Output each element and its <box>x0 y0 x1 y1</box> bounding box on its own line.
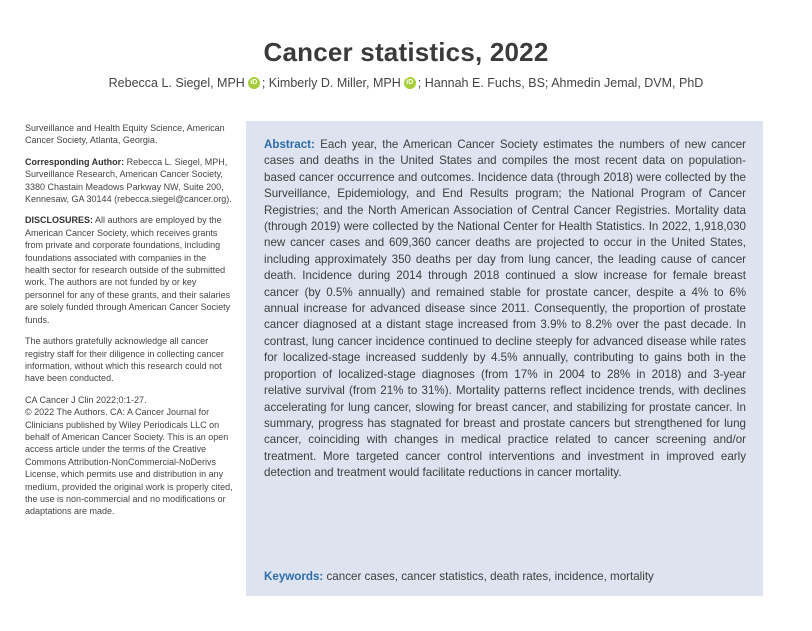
corresponding-author <box>25 156 233 206</box>
abstract-label: Abstract: <box>264 138 315 151</box>
author-name: Hannah E. Fuchs, BS <box>424 76 545 90</box>
abstract <box>264 137 746 482</box>
author-separator: ; <box>261 76 269 90</box>
author-name: Rebecca L. Siegel, MPH <box>108 76 245 90</box>
license-text: © 2022 The Authors. CA: A Cancer Journal for Clinicians published by Wiley Periodicals LLC on behalf of American Cancer Society. This is an open access article under the terms of the Creative Commons Attribution-NonCommercial-NoDerivs License, which permits use and distribution in any medium, provided the original work is properly cited, the use is non-commercial and no modifications or adaptations are made. <box>25 407 233 517</box>
affiliation: Surveillance and Health Equity Science, American Cancer Society, Atlanta, Georgia. <box>25 123 225 146</box>
disclosures-label: DISCLOSURES: <box>25 215 94 226</box>
disclosures <box>25 214 233 326</box>
keywords <box>264 570 746 583</box>
author-list <box>0 76 812 90</box>
abstract-text: Each year, the American Cancer Society estimates the numbers of new cancer cases and deaths in the United States and compiles the most recent data on population-based cancer occurrence and outcomes. Incidence data (through 2018) were collected by the Surveillance, Epidemiology, and End Results program; the National Program of Cancer Registries; and the North American Association of Central Cancer Registries. Mortality data (through 2019) were collected by the National Center for Health Statistics. In 2022, 1,918,030 new cancer cases and 609,360 cancer deaths are projected to occur in the United States, including approximately 350 deaths per day from lung cancer, the leading cause of cancer death. Incidence during 2014 through 2018 continued a slow increase for female breast cancer (by 0.5% annually) and remained stable for prostate cancer, despite a 4% to 6% annual increase for advanced disease since 2011. Consequently, the proportion of prostate cancer diagnosed at a distant stage increased from 3.9% to 8.2% over the past decade. In contrast, lung cancer incidence continued to decline steeply for advanced disease while rates for localized-stage increased suddenly by 4.5% annually, contributing to gains both in the proportion of localized-stage diagnoses (from 17% in 2004 to 28% in 2018) and 3-year relative survival (from 21% to 31%). Mortality patterns reflect incidence trends, with declines accelerating for lung cancer, slowing for breast cancer, and stabilizing for prostate cancer. In summary, progress has stagnated for breast and prostate cancers but strengthened for lung cancer, coinciding with changes in medical practice related to cancer screening and/or treatment. More targeted cancer control interventions and investment in improved early detection and treatment would facilitate reductions in cancer mortality. <box>264 138 746 480</box>
author-separator: ; <box>544 76 552 90</box>
article-sidebar <box>25 122 233 527</box>
orcid-icon[interactable]: iD <box>248 77 260 89</box>
citation-license <box>25 394 233 518</box>
author-separator: ; <box>417 76 425 90</box>
author-name: Kimberly D. Miller, MPH <box>268 76 401 90</box>
abstract-box <box>246 121 763 596</box>
corresponding-label: Corresponding Author: <box>25 156 125 167</box>
citation: CA Cancer J Clin 2022;0:1-27. <box>25 394 147 405</box>
orcid-icon[interactable]: iD <box>404 77 416 89</box>
disclosures-text: All authors are employed by the American Cancer Society, which receives grants from private and corporate foundations, including foundations associated with companies in the health sector for research outside of the submitted work. The authors are not funded by or key personnel for any of these grants, and their salaries are solely funded through American Cancer Society funds. <box>25 215 231 325</box>
keywords-label: Keywords: <box>264 570 324 583</box>
corresponding-text: Rebecca L. Siegel, MPH, Surveillance Research, American Cancer Society, 3380 Chastain Meadows Parkway NW, Suite 200, Kennesaw, GA 30144 (rebecca.siegel@cancer.org). <box>25 156 232 205</box>
article-title: Cancer statistics, 2022 <box>263 37 549 68</box>
author-name: Ahmedin Jemal, DVM, PhD <box>551 76 704 90</box>
keywords-text: cancer cases, cancer statistics, death rates, incidence, mortality <box>323 570 654 583</box>
acknowledgement: The authors gratefully acknowledge all cancer registry staff for their diligence in collecting cancer information, without which this research could not have been conducted. <box>25 336 224 384</box>
